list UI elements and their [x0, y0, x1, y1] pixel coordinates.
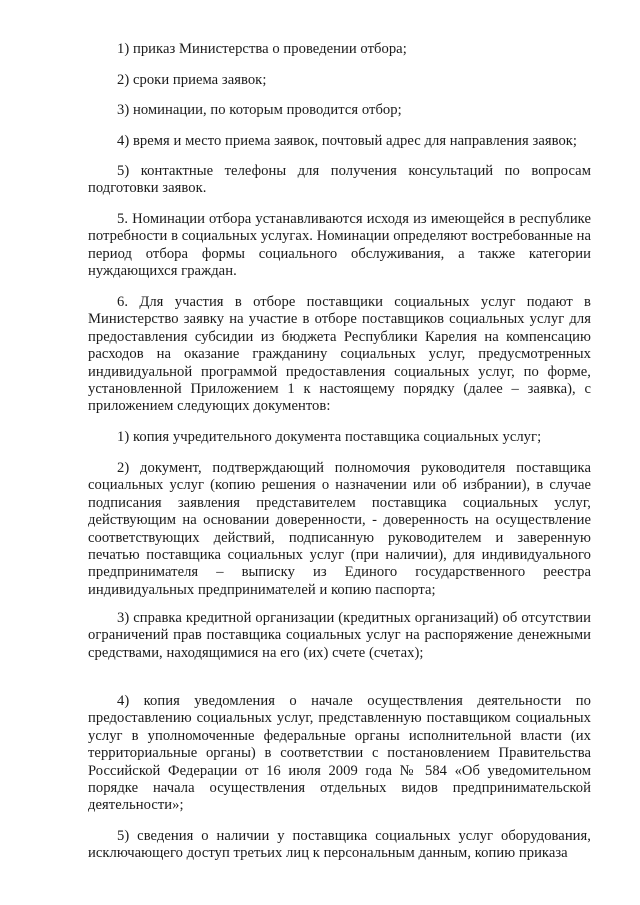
list-item-contacts: 5) контактные телефоны для получения консультаций по вопросам подготовки заявок. [88, 163, 591, 197]
clause-participation: 6. Для участия в отборе поставщики социальных услуг подают в Министерство заявку на участие в отборе поставщиков социальных услуг для предоставления субсидии из бюджета Республики Карелия на компенсацию расходов на оказание гражданину социальных услуг, предусмотренных индивидуальной программой предоставления социальных услуг, по форме, установленной Приложением 1 к настоящему порядку (далее – заявка), с приложением следующих документов: [88, 294, 591, 415]
list-item-order: 1) приказ Министерства о проведении отбора; [117, 41, 407, 57]
doc-item-bank-certificate: 3) справка кредитной организации (кредитных организаций) об отсутствии ограничений прав поставщика социальных услуг на распоряжение денежными средствами, находящимися на его (их) счете (счетах); [88, 610, 591, 661]
list-item-nominations: 3) номинации, по которым проводится отбор; [117, 102, 402, 118]
list-item-time-place: 4) время и место приема заявок, почтовый адрес для направления заявок; [117, 133, 578, 149]
list-item-deadlines: 2) сроки приема заявок; [117, 72, 267, 88]
doc-item-equipment: 5) сведения о наличии у поставщика социальных услуг оборудования, исключающего доступ третьих лиц к персональным данным, копию приказа [88, 828, 591, 862]
doc-item-authority: 2) документ, подтверждающий полномочия руководителя поставщика социальных услуг (копию решения о назначении или об избрании), в случае подписания заявления представителем поставщика социальных услуг, действующим на основании доверенности, - доверенность на осуществление соответствующих действий, подписанную руководителем и заверенную печатью поставщика социальных услуг (при наличии), для индивидуального предпринимателя – выписку из Единого государственного реестра индивидуальных предпринимателей и копию паспорта; [88, 460, 591, 598]
doc-item-notification: 4) копия уведомления о начале осуществления деятельности по предоставлению социальных услуг, представленную поставщиком социальных услуг в уполномоченные федеральные органы исполнительной власти (их территориальные органы) в соответствии с постановлением Правительства Российской Федерации от 16 июля 2009 года № 584 «Об уведомительном порядке начала осуществления отдельных видов предпринимательской деятельности»; [88, 693, 591, 814]
clause-nominations: 5. Номинации отбора устанавливаются исходя из имеющейся в республике потребности в социальных услугах. Номинации определяют востребованные на период отбора формы социального обслуживания, а также категории нуждающихся граждан. [88, 211, 591, 280]
doc-item-charter: 1) копия учредительного документа поставщика социальных услуг; [117, 429, 542, 445]
